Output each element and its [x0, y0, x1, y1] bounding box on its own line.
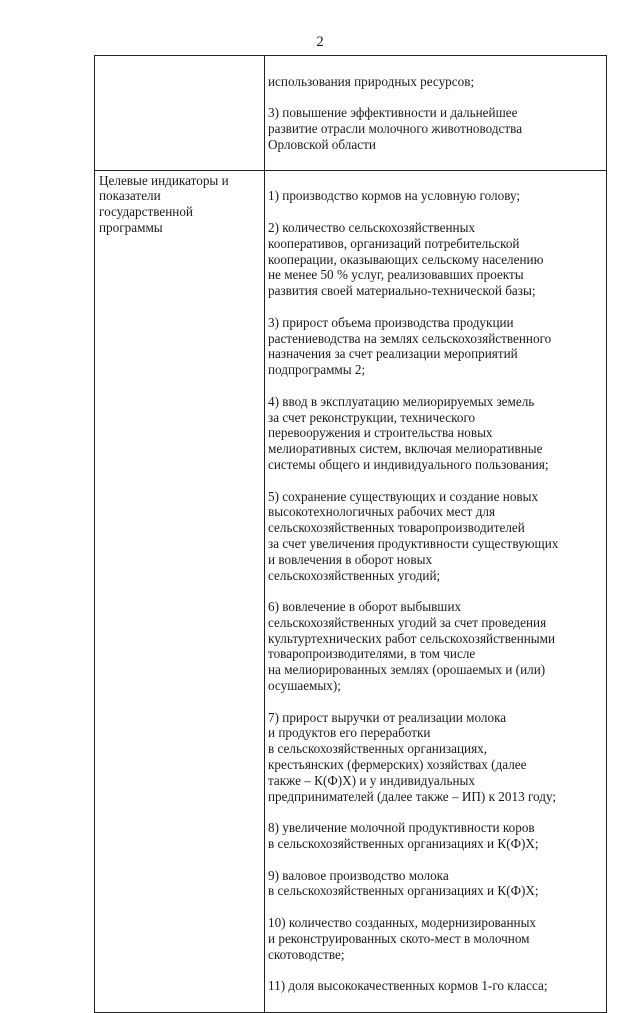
page-number: 2	[316, 34, 324, 50]
list-item: 3) повышение эффективности и дальнейшее развитие отрасли молочного животноводства Орловской области	[268, 105, 523, 152]
list-item: 2) количество сельскохозяйственных кооперативов, организаций потребительской кооперации, оказывающих сельскому населению не менее 50 % услуг, реализовавших проекты развития своей материально-технической базы;	[268, 219, 544, 299]
list-item: 3) прирост объема производства продукции растениеводства на землях сельскохозяйственного назначения за счет реализации мероприятий подпрограммы 2;	[268, 314, 552, 378]
row-content-cell	[265, 56, 606, 170]
list-item: 9) валовое производство молока в сельскохозяйственных организациях и К(Ф)Х;	[268, 867, 539, 899]
list-item: 5) сохранение существующих и создание новых высокотехнологичных рабочих мест для сельскохозяйственных товаропроизводителей за счет увеличения продуктивности существующих и вовлечения в оборот новых сельскохозяйственных угодий;	[268, 488, 559, 583]
row-label-cell	[95, 56, 265, 170]
list-item: 7) прирост выручки от реализации молока и продуктов его переработки в сельскохозяйственных организациях, крестьянских (фермерских) хозяйствах (далее также – К(Ф)Х) и у индивидуальных предпринимателей (далее также – ИП) к 2013 году;	[268, 709, 557, 804]
list-item: 6) вовлечение в оборот выбывших сельскохозяйственных угодий за счет проведения культуртехнических работ сельскохозяйственными товаропроизводителями, в том числе на мелиорированных землях (орошаемых и (или) осушаемых);	[268, 599, 556, 694]
list-item: 11) доля высококачественных кормов 1-го класса;	[268, 978, 548, 994]
list-item: использования природных ресурсов;	[268, 73, 475, 89]
row-content-cell	[265, 171, 606, 1012]
row-label-cell: Целевые индикаторы и показатели государственной программы	[95, 171, 265, 1012]
list-item: 4) ввод в эксплуатацию мелиорируемых земель за счет реконструкции, технического перевооружения и строительства новых мелиоративных систем, включая мелиоративные системы общего и индивидуального пользования;	[268, 393, 549, 472]
list-item: 10) количество созданных, модернизированных и реконструированных ското-мест в молочном скотоводстве;	[268, 915, 537, 962]
program-passport-table	[94, 55, 607, 1013]
list-item: 8) увеличение молочной продуктивности коров в сельскохозяйственных организациях и К(Ф)Х;	[268, 820, 539, 852]
list-item: 1) производство кормов на условную голову;	[268, 188, 521, 204]
table-row	[95, 170, 606, 1012]
table-row	[95, 56, 606, 170]
